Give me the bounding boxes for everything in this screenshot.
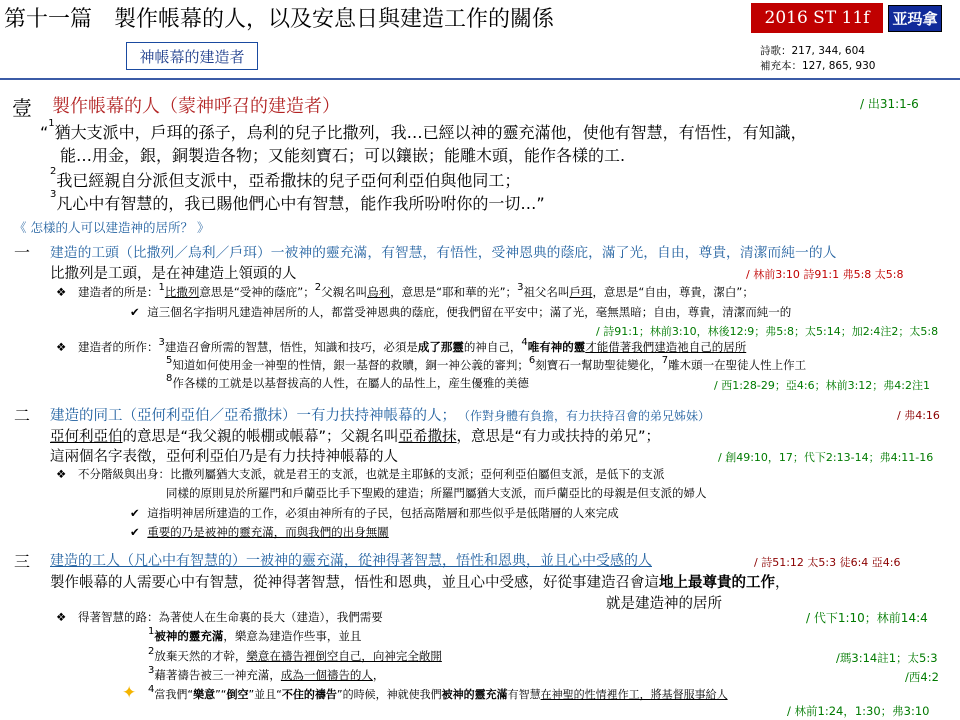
section-title: 製作帳幕的人（蒙神呼召的建造者） — [52, 96, 340, 117]
subtitle-box: 神帳幕的建造者 — [126, 42, 258, 70]
point3-ref5: / 林前1:24，1:30；弗3:10 — [787, 704, 930, 718]
point2-check1: ✔ 這指明神居所建造的工作，必須由神所有的子民，包括高階層和那些似乎是低階層的人來完成 — [130, 506, 619, 520]
point1-ref2: / 詩91:1；林前3:10，林後12:9；弗5:8；太5:14；加2:4注2；太5:8 — [596, 325, 939, 338]
point3-line2: 製作帳幕的人需要心中有智慧，從神得著智慧，悟性和恩典，並且心中受感，好從事建造召會這地上最尊貴的工作， — [50, 575, 790, 591]
page-title: 第十一篇 製作帳幕的人，以及安息日與建造工作的關係 — [4, 7, 555, 32]
point2-ref1: / 弗4:16 — [897, 409, 940, 422]
quote-line-1: “$^1$猶大支派中，戶珥的孫子，烏利的兒子比撒列，我…已經以神的靈充滿他，使他有智慧，有悟性，有知識， — [40, 118, 807, 142]
point1-ref1: / 林前3:10 詩91:1 弗5:8 太5:8 — [746, 268, 904, 281]
point3-heading: 建造的工人（凡心中有智慧的）一被神的靈充滿，從神得著智慧，悟性和恩典，並且心中受感的人 — [50, 553, 652, 569]
checkmark-icon: ✔ — [130, 305, 140, 319]
reading-line: 補充本：127, 865, 930 — [760, 60, 876, 72]
point1-line2: 比撒列是工頭，是在神建造上領頭的人 — [50, 266, 297, 282]
point2-bullet1: ❖ 不分階級與出身：比撒列屬猶大支派，就是君王的支派，也就是主耶穌的支派；亞何利亞伯屬但支派，是低下的支派 — [56, 467, 665, 481]
point3-item3: $^3$藉著禱告被三一神充滿，成為一個禱告的人， — [148, 665, 385, 682]
point2-heading: 建造的同工（亞何利亞伯／亞希撒抹）一有力扶持神帳幕的人； （作對身體有負擔，有力扶持召會的弟兄姊妹） — [50, 408, 711, 424]
hymns-line: 詩歌：217, 344, 604 — [760, 45, 865, 57]
point2-line2: 亞何利亞伯的意思是“我父親的帳棚或帳幕”；父親名叫亞希撒抹，意思是“有力或扶持的弟兄”； — [50, 429, 661, 445]
checkmark-icon: ✔ — [130, 525, 140, 539]
point1-ref3: / 西1:28-29；亞4:6；林前3:12；弗4:2注1 — [714, 379, 930, 392]
point1-heading: 建造的工頭（比撒列／烏利／戶珥）一被神的靈充滿，有智慧，有悟性，受神恩典的蔭庇，滿了光，自由，尊貴，清潔而純一的人 — [50, 245, 837, 261]
point1-bullet2-line2: $^5$知道如何使用金一神聖的性情，銀一基督的救贖，銅一神公義的審判；$^6$刻寶石一幫助聖徒變化，$^7$雕木頭一在聖徒人性上作工 — [166, 355, 807, 372]
point-number-3: 三 — [14, 552, 31, 571]
diamond-bullet-icon: ❖ — [56, 285, 67, 299]
checkmark-icon: ✔ — [130, 506, 140, 520]
quote-line-4: $^3$凡心中有智慧的，我已賜他們心中有智慧，能作我所吩咐你的一切…” — [50, 189, 545, 213]
point-number-2: 二 — [14, 406, 31, 425]
point1-check1: ✔ 這三個名字指明凡建造神居所的人，都當受神恩典的蔭庇，便我們留在平安中；滿了光，毫無黑暗；自由，尊貴，清潔而純一的 — [130, 305, 792, 319]
point-number-1: 一 — [14, 243, 31, 262]
author-badge: 亚玛拿 — [888, 5, 942, 32]
point2-line3: 這兩個名字表徵，亞何利亞伯乃是有力扶持神帳幕的人 — [50, 449, 398, 465]
guiding-question: 《 怎樣的人可以建造神的居所？ 》 — [14, 220, 210, 235]
point1-bullet2: ❖ 建造者的所作：$^3$建造召會所需的智慧，悟性，知識和技巧，必須是成了那靈的神自己，$^4$唯有神的靈才能借著我們建造祂自己的居所 — [56, 337, 747, 354]
diamond-bullet-icon: ❖ — [56, 340, 67, 354]
point3-item2: $^2$放棄天然的才幹，樂意在禱告裡倒空自己，向神完全敞開 — [148, 646, 442, 663]
point3-item1: $^1$被神的靈充滿，樂意為建造作些事，並且 — [148, 626, 362, 643]
diamond-bullet-icon: ❖ — [56, 610, 67, 624]
session-badge: 2016 ST 11f — [751, 3, 883, 33]
star-icon: ✦ — [122, 683, 137, 703]
point1-bullet1: ❖ 建造者的所是：$^1$比撒列意思是“受神的蔭庇”；$^2$父親名叫烏利，意思是“耶和華的光”；$^3$祖父名叫戶珥，意思是“自由，尊貴，潔白”； — [56, 282, 754, 299]
point3-line3: 就是建造神的居所 — [606, 596, 722, 612]
section-number: 壹 — [12, 96, 32, 120]
point3-bullet1: ❖ 得著智慧的路：為著使人在生命裏的長大（建造），我們需要 — [56, 610, 383, 624]
point3-ref4: /西4:2 — [905, 670, 939, 684]
quote-line-3: $^2$我已經親自分派但支派中，亞希撒抹的兒子亞何利亞伯與他同工； — [50, 166, 521, 190]
point2-ref2: / 創49:10，17；代下2:13-14；弗4:11-16 — [718, 451, 934, 464]
diamond-bullet-icon: ❖ — [56, 467, 67, 481]
quote-line-2: 能…用金，銀，銅製造各物；又能刻寶石；可以鑲嵌；能雕木頭，能作各樣的工. — [60, 146, 626, 165]
point3-ref1: / 詩51:12 太5:3 徒6:4 亞4:6 — [754, 556, 901, 569]
header-divider — [0, 78, 960, 80]
point3-ref3: /瑪3:14註1；太5:3 — [836, 651, 938, 665]
point1-bullet2-line3: $^8$作各樣的工就是以基督拔高的人性，在屬人的品性上，産生優雅的美德 — [166, 373, 529, 390]
point3-item4: $^4$當我們“樂意”“倒空”並且“不住的禱告”的時候，神就使我們被神的靈充滿有智慧在神聖的性情裡作工，將基督服事給人 — [148, 684, 728, 701]
point2-check2: ✔ 重要的乃是被神的靈充滿，而與我們的出身無關 — [130, 525, 389, 539]
point2-bullet1-line2: 同樣的原則見於所羅門和戶蘭亞比手下聖殿的建造；所羅門屬猶大支派，而戶蘭亞比的母親是但支派的婦人 — [166, 486, 707, 500]
point3-ref2: / 代下1:10；林前14:4 — [806, 611, 928, 625]
section-ref: / 出31:1-6 — [860, 97, 919, 111]
